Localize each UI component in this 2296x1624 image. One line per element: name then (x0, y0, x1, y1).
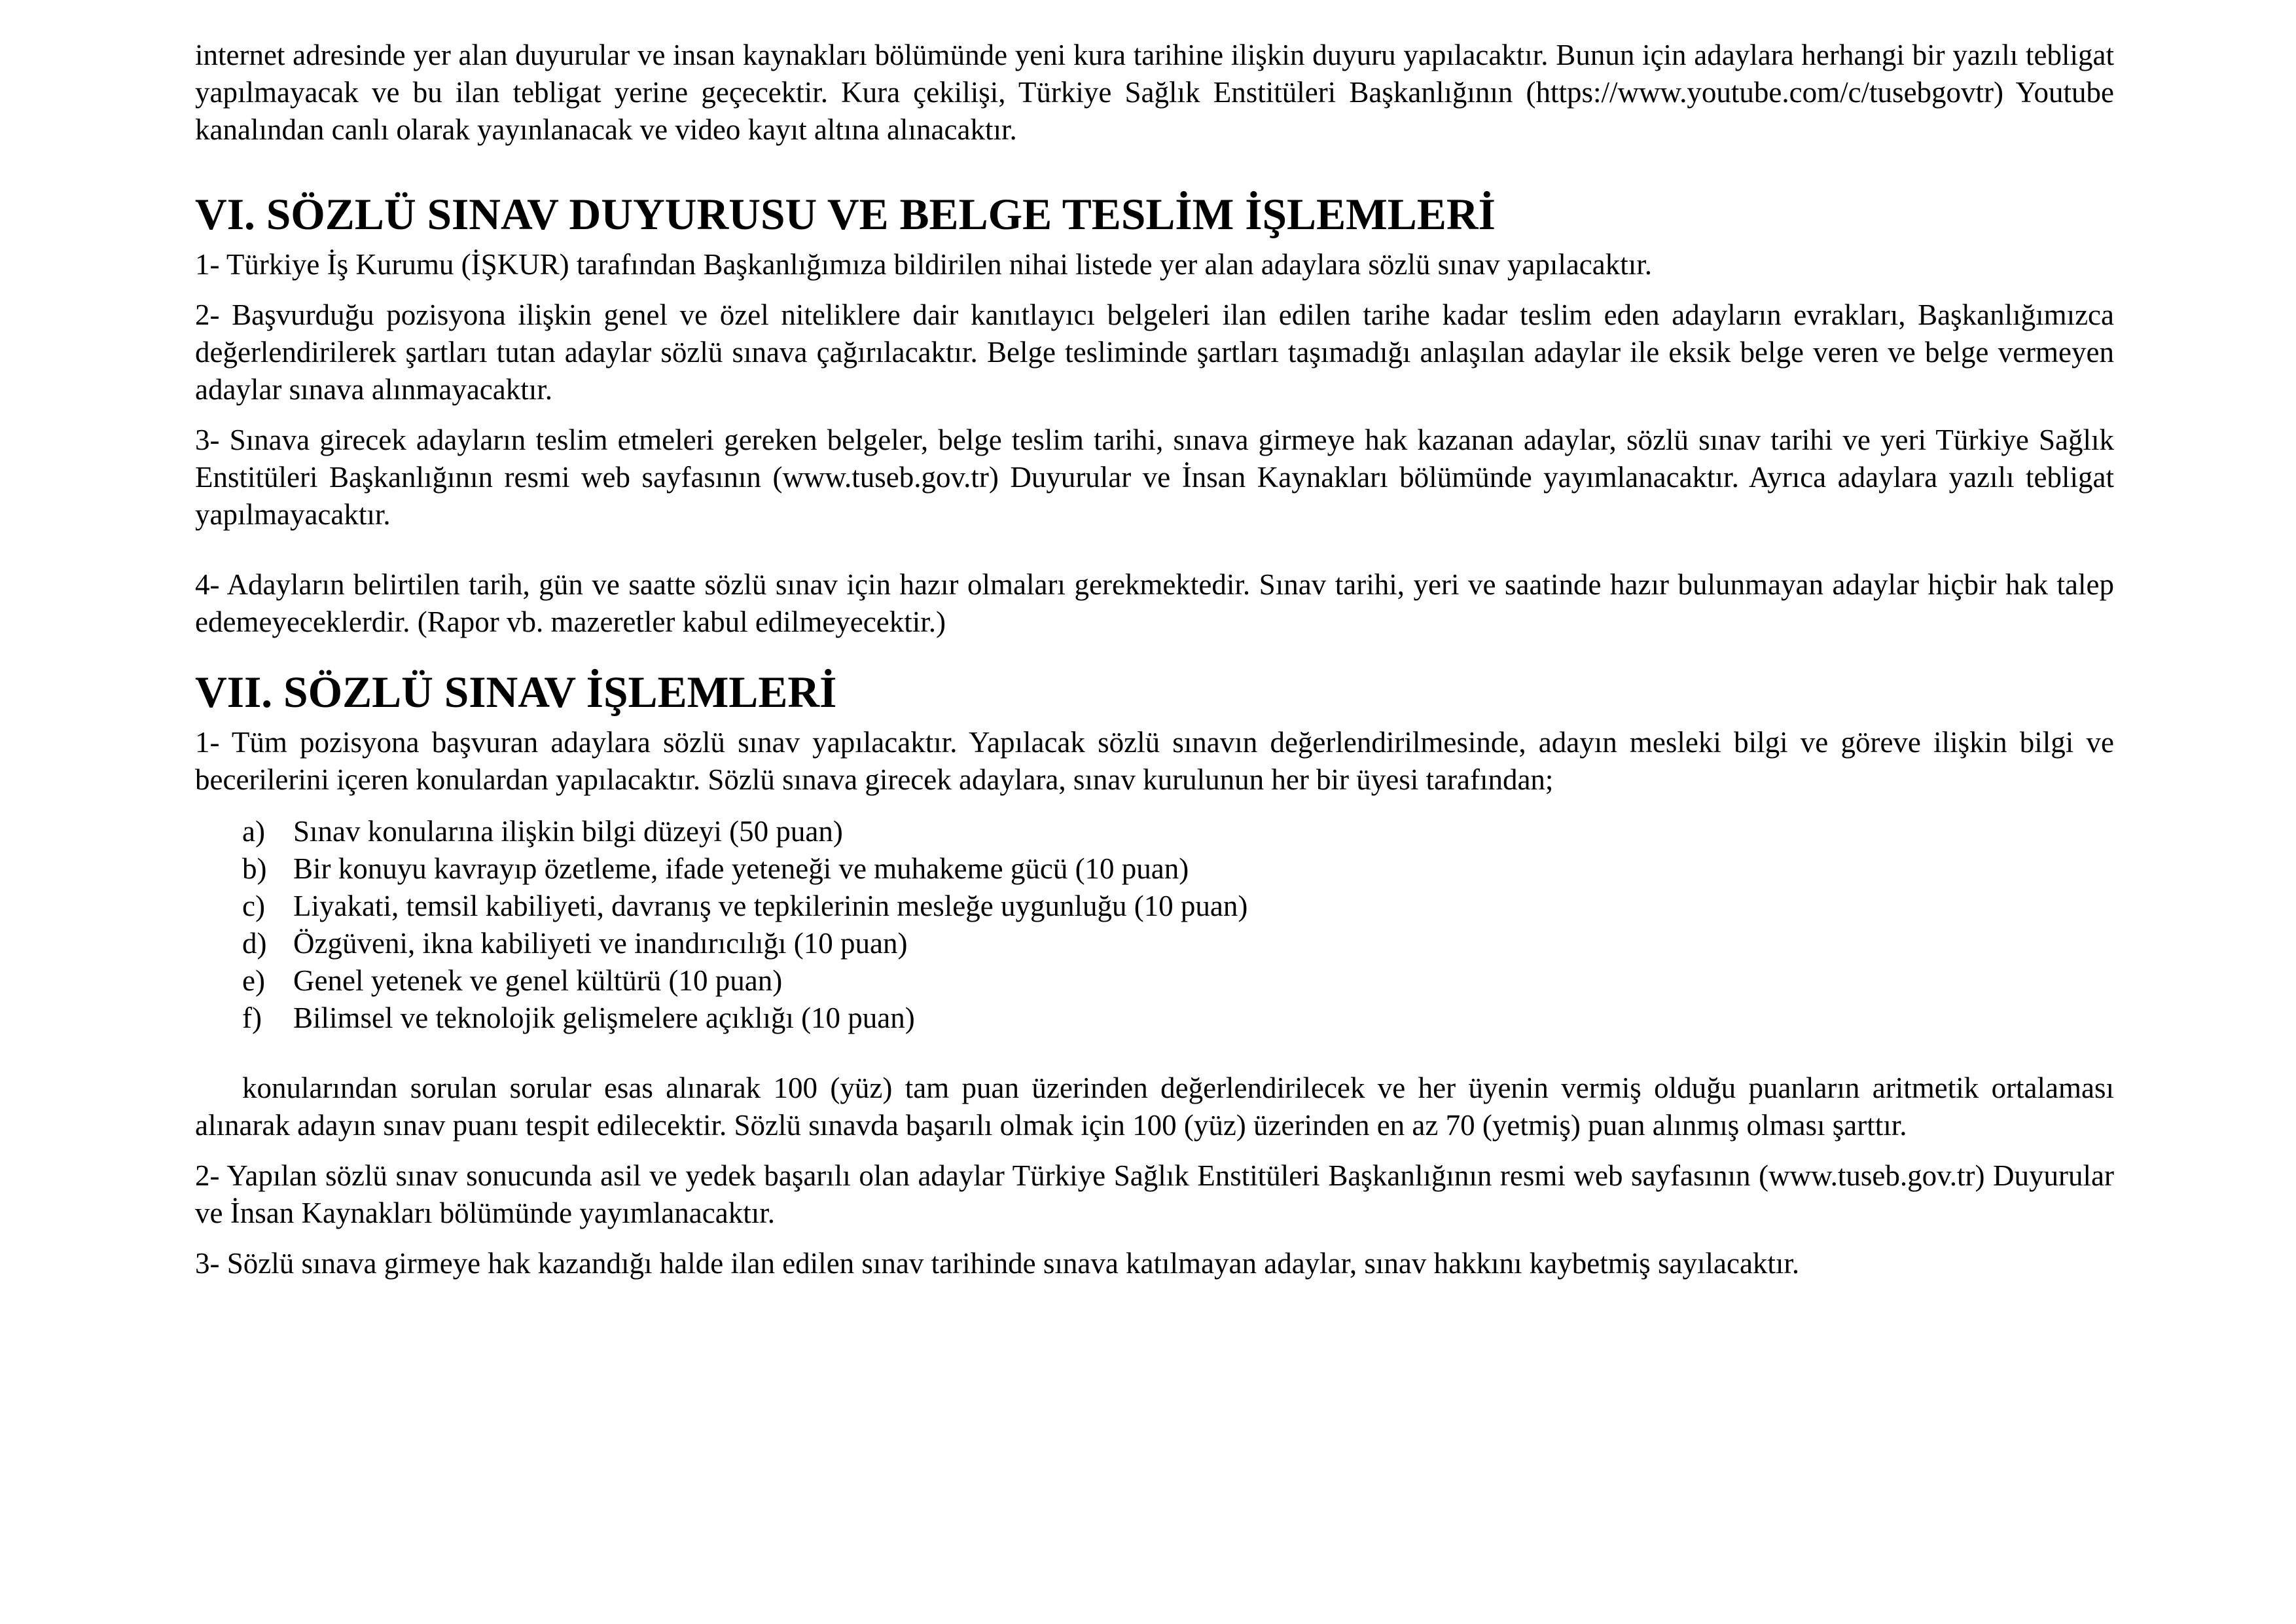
criteria-text: Bilimsel ve teknolojik gelişmelere açıklığı (10 puan) (293, 1001, 915, 1034)
criteria-item (195, 813, 2114, 850)
criteria-letter: e) (242, 964, 265, 997)
section-7-item-2: 2- Yapılan sözlü sınav sonucunda asil ve yedek başarılı olan adaylar Türkiye Sağlık Enstitüleri Başkanlığının resmi web sayfasının (www.tuseb.gov.tr) Duyurular ve İnsan Kaynakları bölümünde yayımlanacaktır. (195, 1159, 2114, 1229)
section-6-heading: VI. SÖZLÜ SINAV DUYURUSU VE BELGE TESLİM İŞLEMLERİ (195, 190, 1496, 239)
criteria-text: Sınav konularına ilişkin bilgi düzeyi (50 puan) (293, 815, 843, 848)
section-6-item-4: 4- Adayların belirtilen tarih, gün ve saatte sözlü sınav için hazır olmaları gerekmektedir. Sınav tarihi, yeri ve saatinde hazır bulunmayan adaylar hiçbir hak talep edemeyeceklerdir. (Rapor vb. mazeretler kabul edilmeyecektir.) (195, 568, 2114, 638)
criteria-item (195, 925, 2114, 962)
criteria-letter: c) (242, 890, 265, 922)
section-6-item-1: 1- Türkiye İş Kurumu (İŞKUR) tarafından Başkanlığımıza bildirilen nihai listede yer alan adaylara sözlü sınav yapılacaktır. (195, 248, 1653, 281)
criteria-letter: a) (242, 815, 265, 848)
section-6-item-2: 2- Başvurduğu pozisyona ilişkin genel ve özel niteliklere dair kanıtlayıcı belgeleri ilan edilen tarihe kadar teslim eden adayların evrakları, Başkanlığımızca değerlendirilerek şartları tutan adaylar sözlü sınava çağırılacaktır. Belge tesliminde şartları taşımadığı anlaşılan adaylar ile eksik belge veren ve belge vermeyen adaylar sınava alınmayacaktır. (195, 298, 2114, 406)
section-7-item-1: 1- Tüm pozisyona başvuran adaylara sözlü sınav yapılacaktır. Yapılacak sözlü sınavın değerlendirilmesinde, adayın mesleki bilgi ve göreve ilişkin bilgi ve becerilerini içeren konulardan yapılacaktır. Sözlü sınava girecek adaylara, sınav kurulunun her bir üyesi tarafından; (195, 726, 2114, 796)
criteria-text: Özgüveni, ikna kabiliyeti ve inandırıcılığı (10 puan) (293, 927, 908, 960)
criteria-item (195, 962, 2114, 1000)
criteria-text: Liyakati, temsil kabiliyeti, davranış ve tepkilerinin mesleğe uygunluğu (10 puan) (293, 890, 1248, 922)
section-6-item-3: 3- Sınava girecek adayların teslim etmeleri gereken belgeler, belge teslim tarihi, sınava girmeye hak kazanan adaylar, sözlü sınav tarihi ve yeri Türkiye Sağlık Enstitüleri Başkanlığının resmi web sayfasının (www.tuseb.gov.tr) Duyurular ve İnsan Kaynakları bölümünde yayımlanacaktır. Ayrıca adaylara yazılı tebligat yapılmayacaktır. (195, 424, 2114, 531)
evaluation-criteria-list (195, 813, 2114, 1037)
criteria-item (195, 850, 2114, 888)
criteria-letter: f) (242, 1001, 262, 1034)
criteria-text: Genel yetenek ve genel kültürü (10 puan) (293, 964, 783, 997)
criteria-item (195, 888, 2114, 925)
document-page (195, 37, 2114, 1282)
section-7-item-3: 3- Sözlü sınava girmeye hak kazandığı halde ilan edilen sınav tarihinde sınava katılmayan adaylar, sınav hakkını kaybetmiş sayılacaktır. (195, 1247, 1800, 1280)
intro-paragraph: internet adresinde yer alan duyurular ve insan kaynakları bölümünde yeni kura tarihine ilişkin duyuru yapılacaktır. Bunun için adaylara herhangi bir yazılı tebligat yapılmayacak ve bu ilan tebligat yerine geçecektir. Kura çekilişi, Türkiye Sağlık Enstitüleri Başkanlığının (https://www.youtube.com/c/tusebgovtr) Youtube kanalından canlı olarak yayınlanacak ve video kayıt altına alınacaktır. (195, 39, 2114, 146)
criteria-letter: d) (242, 927, 267, 960)
criteria-item (195, 1000, 2114, 1037)
section-7-heading: VII. SÖZLÜ SINAV İŞLEMLERİ (195, 668, 837, 717)
section-7-item-1-continuation: konularından sorulan sorular esas alınarak 100 (yüz) tam puan üzerinden değerlendirilecek ve her üyenin vermiş olduğu puanların aritmetik ortalaması alınarak adayın sınav puanı tespit edilecektir. Sözlü sınavda başarılı olmak için 100 (yüz) üzerinden en az 70 (yetmiş) puan alınmış olması şarttır. (195, 1072, 2114, 1142)
criteria-letter: b) (242, 852, 267, 885)
criteria-text: Bir konuyu kavrayıp özetleme, ifade yeteneği ve muhakeme gücü (10 puan) (293, 852, 1189, 885)
